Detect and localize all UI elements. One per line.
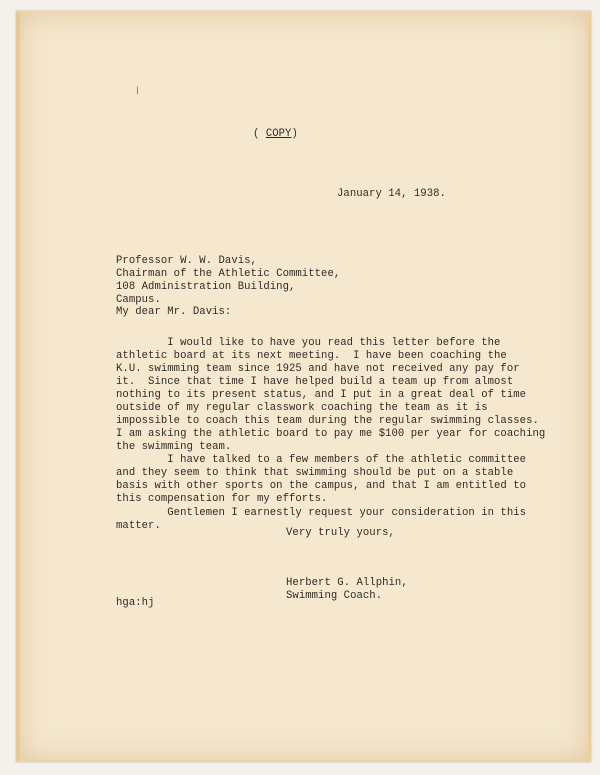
paragraph-line: this compensation for my efforts. <box>116 493 328 505</box>
paragraph-line: I would like to have you read this letter before the <box>116 337 501 349</box>
paragraph-line: nothing to its present status, and I put in a great deal of time <box>116 389 527 401</box>
signature-name: Herbert G. Allphin, <box>286 577 408 589</box>
closing: Very truly yours, <box>286 527 395 539</box>
copy-heading-close: ) <box>291 128 298 140</box>
paragraph-line: and they seem to think that swimming should be put on a stable <box>116 467 514 479</box>
paragraph-line: impossible to coach this team during the regular swimming classes. <box>116 415 539 427</box>
paragraph-line: K.U. swimming team since 1925 and have not received any pay for <box>116 363 520 375</box>
recipient-name: Professor W. W. Davis, <box>116 255 257 267</box>
recipient-address: 108 Administration Building, <box>116 281 296 293</box>
paragraph-line: basis with other sports on the campus, and that I am entitled to <box>116 480 527 492</box>
copy-heading <box>253 128 298 141</box>
paragraph-line: I am asking the athletic board to pay me $100 per year for coaching <box>116 428 546 440</box>
paragraph-line: it. Since that time I have helped build a team up from almost <box>116 376 514 388</box>
paragraph-line: I have talked to a few members of the athletic committee <box>116 454 527 466</box>
paragraph-line: matter. <box>116 520 161 532</box>
recipient-location: Campus. <box>116 294 161 306</box>
paragraph-line: athletic board at its next meeting. I have been coaching the <box>116 350 507 362</box>
typist-initials: hga:hj <box>116 597 155 609</box>
salutation: My dear Mr. Davis: <box>116 306 232 318</box>
copy-heading-word: COPY <box>265 128 292 140</box>
copy-heading-open: ( <box>253 128 266 140</box>
paragraph-line: outside of my regular classwork coaching the team as it is <box>116 402 488 414</box>
stray-pencil-mark: l <box>136 86 139 97</box>
signature-title: Swimming Coach. <box>286 590 383 602</box>
letter-date: January 14, 1938. <box>337 188 446 200</box>
paragraph-line: the swimming team. <box>116 441 232 453</box>
paragraph-line: Gentlemen I earnestly request your consideration in this <box>116 507 527 519</box>
signature-block <box>286 564 408 616</box>
recipient-title: Chairman of the Athletic Committee, <box>116 268 341 280</box>
